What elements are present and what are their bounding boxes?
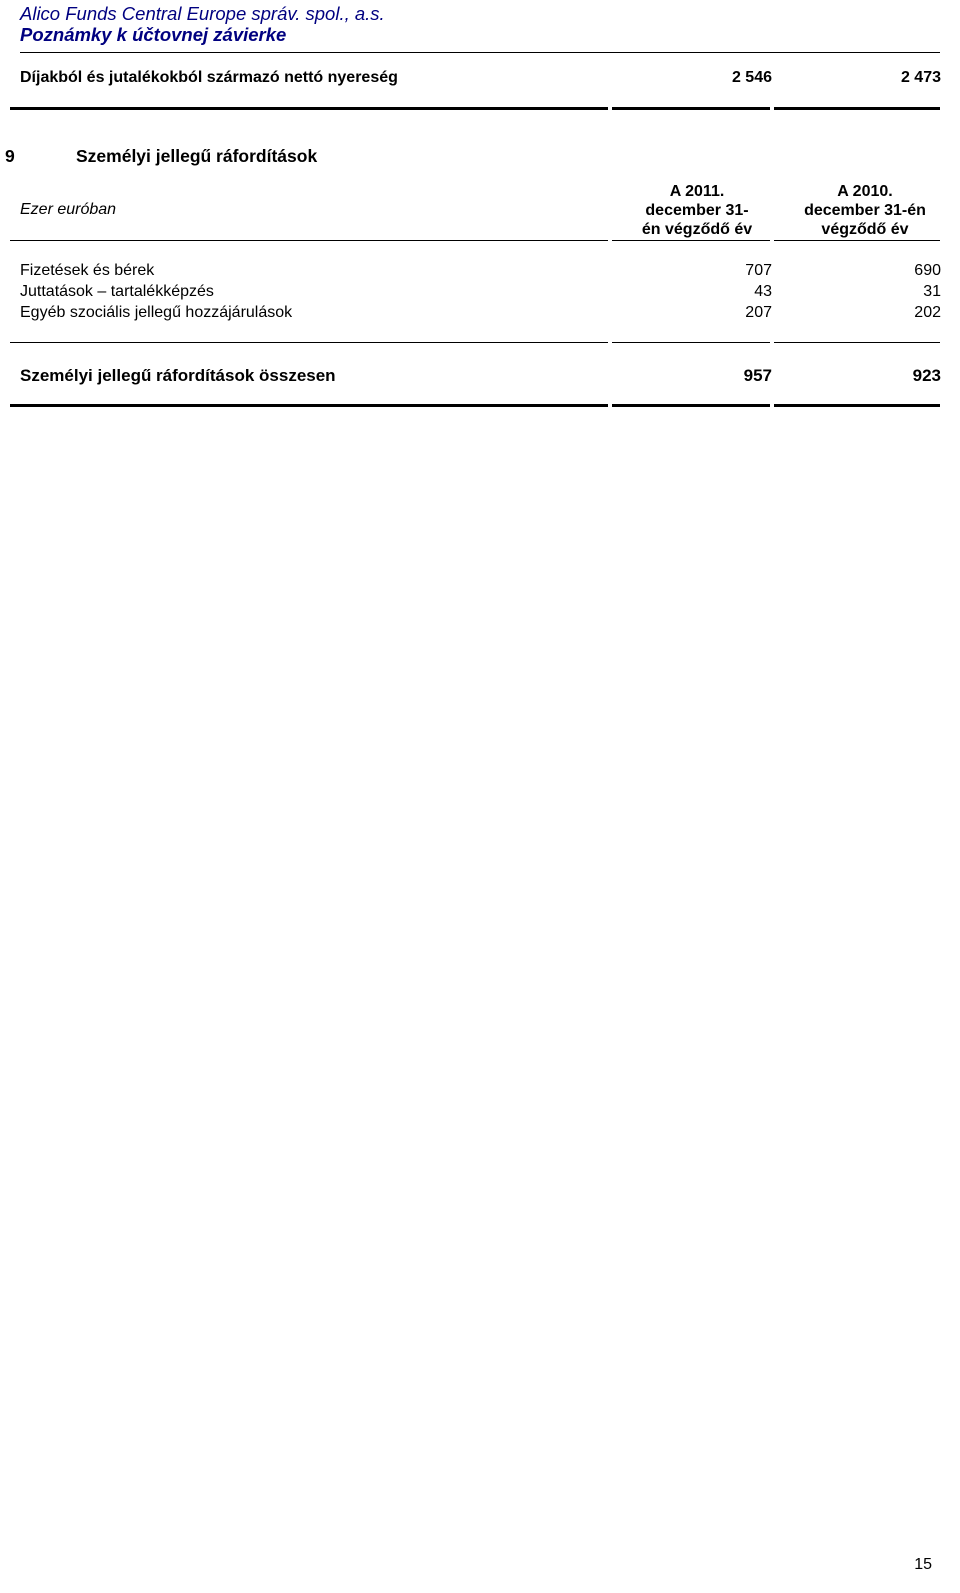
- row-label-benefits: Juttatások – tartalékképzés: [20, 283, 214, 300]
- column-header-2011-line2: december 31-: [645, 202, 749, 219]
- column-header-rule-col1: [612, 240, 770, 241]
- column-header-2011-line3: én végződő év: [641, 221, 753, 238]
- prev-total-label: Díjakból és jutalékokból származó nettó nyereség: [20, 69, 398, 86]
- prev-total-2010: 2 473: [900, 69, 941, 86]
- total-rule: [10, 404, 608, 407]
- row-label-salaries: Fizetések és bérek: [20, 262, 155, 279]
- column-header-2010: [780, 182, 950, 239]
- unit-label: Ezer euróban: [20, 201, 117, 218]
- prev-total-rule: [10, 107, 608, 110]
- row-label-social-contributions: Egyéb szociális jellegű hozzájárulások: [20, 304, 293, 321]
- subtotal-rule-col1: [612, 342, 770, 343]
- row-salaries-2010: 690: [914, 262, 941, 279]
- company-name: Alico Funds Central Europe správ. spol., a.s.: [20, 3, 385, 24]
- column-header-rule: [10, 240, 608, 241]
- section-title: Személyi jellegű ráfordítások: [76, 146, 318, 166]
- total-rule-col1: [612, 404, 770, 407]
- row-salaries-2011: 707: [745, 262, 772, 279]
- prev-total-rule-col1: [612, 107, 770, 110]
- prev-total-2011: 2 546: [731, 69, 772, 86]
- total-2011: 957: [743, 366, 772, 385]
- column-header-2010-line1: A 2010.: [837, 183, 893, 200]
- document-subtitle: Poznámky k účtovnej závierke: [20, 24, 287, 45]
- total-2010: 923: [912, 366, 941, 385]
- prev-total-rule-col2: [774, 107, 940, 110]
- column-header-rule-col2: [774, 240, 940, 241]
- row-benefits-2010: 31: [923, 283, 941, 300]
- column-header-2011-line1: A 2011.: [669, 183, 725, 200]
- column-header-2011: [612, 182, 782, 239]
- header-divider: [20, 52, 940, 53]
- row-social-contributions-2010: 202: [914, 304, 941, 321]
- total-label: Személyi jellegű ráfordítások összesen: [20, 366, 336, 385]
- subtotal-rule: [10, 342, 608, 343]
- row-social-contributions-2011: 207: [745, 304, 772, 321]
- column-header-2010-line3: végződő év: [821, 221, 909, 238]
- page-number: 15: [914, 1556, 932, 1573]
- total-rule-col2: [774, 404, 940, 407]
- subtotal-rule-col2: [774, 342, 940, 343]
- column-header-2010-line2: december 31-én: [804, 202, 926, 219]
- row-benefits-2011: 43: [754, 283, 772, 300]
- section-number: 9: [5, 146, 15, 166]
